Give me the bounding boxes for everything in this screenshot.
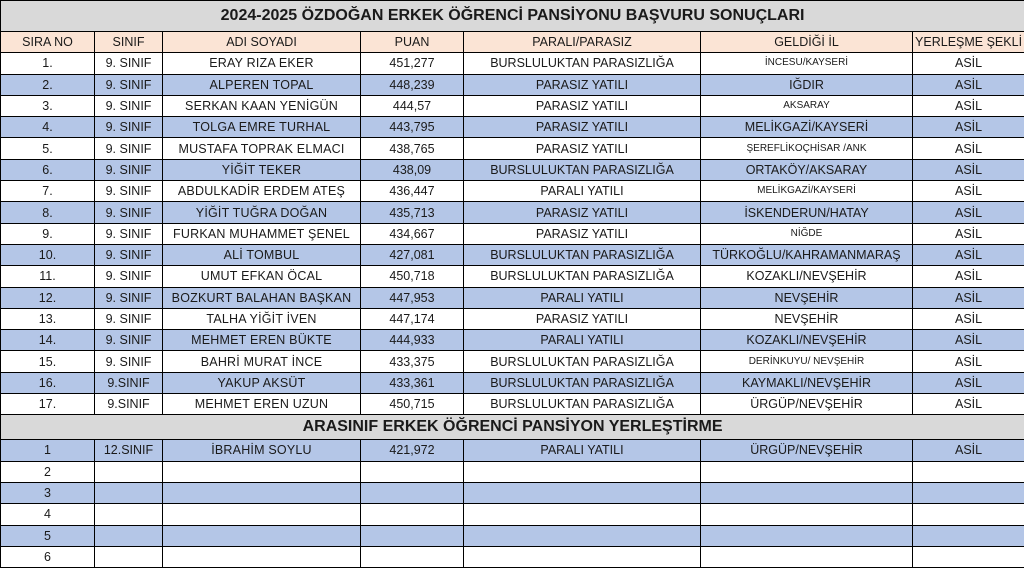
cell-sira-no[interactable]: 5. [1,138,95,159]
cell-geldigi-il[interactable]: ÜRGÜP/NEVŞEHİR [701,440,913,461]
cell-sinif[interactable]: 9. SINIF [95,117,163,138]
cell-sira-no[interactable]: 15. [1,351,95,372]
cell-sinif[interactable] [95,525,163,546]
cell-parali-parasiz[interactable]: PARASIZ YATILI [464,138,701,159]
cell-sinif[interactable]: 12.SINIF [95,440,163,461]
cell-yerlesme-sekli[interactable] [913,482,1024,503]
cell-sinif[interactable]: 9. SINIF [95,138,163,159]
cell-puan[interactable]: 435,713 [361,202,464,223]
cell-yerlesme-sekli[interactable] [913,525,1024,546]
page-title: 2024-2025 ÖZDOĞAN ERKEK ÖĞRENCİ PANSİYONU BAŞVURU SONUÇLARI [1,1,1024,32]
cell-parali-parasiz[interactable]: PARALI YATILI [464,330,701,351]
header-puan: PUAN [361,32,464,53]
table-row [1,351,1024,372]
cell-yerlesme-sekli[interactable]: ASİL [913,244,1024,265]
cell-adi-soyadi[interactable] [163,504,361,525]
cell-sinif[interactable]: 9. SINIF [95,202,163,223]
cell-yerlesme-sekli[interactable]: ASİL [913,159,1024,180]
cell-sinif[interactable]: 9. SINIF [95,53,163,74]
cell-puan[interactable]: 438,09 [361,159,464,180]
table-row [1,117,1024,138]
cell-yerlesme-sekli[interactable]: ASİL [913,138,1024,159]
cell-adi-soyadi[interactable]: BOZKURT BALAHAN BAŞKAN [163,287,361,308]
table-row [1,504,1024,525]
cell-adi-soyadi[interactable]: MEHMET EREN UZUN [163,394,361,415]
cell-puan[interactable]: 444,933 [361,330,464,351]
cell-adi-soyadi[interactable]: ALPEREN TOPAL [163,74,361,95]
table-row [1,138,1024,159]
cell-adi-soyadi[interactable]: SERKAN KAAN YENİGÜN [163,95,361,116]
cell-geldigi-il[interactable]: NEVŞEHİR [701,287,913,308]
table-row [1,159,1024,180]
cell-adi-soyadi[interactable]: MUSTAFA TOPRAK ELMACI [163,138,361,159]
cell-sira-no[interactable]: 1 [1,440,95,461]
header-yerlesme-sekli: YERLEŞME ŞEKLİ [913,32,1024,53]
cell-puan[interactable]: 421,972 [361,440,464,461]
cell-sinif[interactable]: 9.SINIF [95,394,163,415]
cell-puan[interactable]: 447,953 [361,287,464,308]
cell-puan[interactable]: 444,57 [361,95,464,116]
cell-adi-soyadi[interactable]: YİĞİT TEKER [163,159,361,180]
cell-geldigi-il[interactable]: IĞDIR [701,74,913,95]
cell-geldigi-il[interactable]: NİĞDE [701,223,913,244]
cell-yerlesme-sekli[interactable]: ASİL [913,394,1024,415]
header-sinif: SINIF [95,32,163,53]
cell-geldigi-il[interactable]: ÜRGÜP/NEVŞEHİR [701,394,913,415]
cell-parali-parasiz[interactable] [464,525,701,546]
cell-parali-parasiz[interactable]: PARALI YATILI [464,287,701,308]
cell-yerlesme-sekli[interactable]: ASİL [913,202,1024,223]
cell-geldigi-il[interactable]: İSKENDERUN/HATAY [701,202,913,223]
cell-parali-parasiz[interactable] [464,482,701,503]
cell-sinif[interactable]: 9. SINIF [95,287,163,308]
cell-puan[interactable]: 451,277 [361,53,464,74]
cell-puan[interactable] [361,482,464,503]
cell-adi-soyadi[interactable]: BAHRİ MURAT İNCE [163,351,361,372]
cell-geldigi-il[interactable]: KOZAKLI/NEVŞEHİR [701,266,913,287]
cell-sira-no[interactable]: 3. [1,95,95,116]
cell-geldigi-il[interactable] [701,504,913,525]
cell-puan[interactable]: 427,081 [361,244,464,265]
cell-parali-parasiz[interactable]: PARALI YATILI [464,181,701,202]
cell-geldigi-il[interactable]: MELİKGAZİ/KAYSERİ [701,117,913,138]
cell-sira-no[interactable]: 6 [1,546,95,567]
cell-sira-no[interactable]: 10. [1,244,95,265]
table-row [1,266,1024,287]
cell-sira-no[interactable]: 4 [1,504,95,525]
table-row [1,372,1024,393]
table-row [1,330,1024,351]
cell-sira-no[interactable]: 16. [1,372,95,393]
cell-sinif[interactable] [95,504,163,525]
table-row [1,95,1024,116]
cell-yerlesme-sekli[interactable]: ASİL [913,330,1024,351]
cell-parali-parasiz[interactable]: PARASIZ YATILI [464,74,701,95]
cell-adi-soyadi[interactable]: TALHA YİĞİT İVEN [163,308,361,329]
cell-sinif[interactable]: 9.SINIF [95,372,163,393]
cell-geldigi-il[interactable] [701,461,913,482]
cell-puan[interactable]: 433,375 [361,351,464,372]
cell-adi-soyadi[interactable]: TOLGA EMRE TURHAL [163,117,361,138]
cell-yerlesme-sekli[interactable] [913,461,1024,482]
cell-yerlesme-sekli[interactable]: ASİL [913,117,1024,138]
cell-sira-no[interactable]: 1. [1,53,95,74]
table-row [1,74,1024,95]
table-row [1,308,1024,329]
cell-geldigi-il[interactable]: DERİNKUYU/ NEVŞEHİR [701,351,913,372]
cell-sira-no[interactable]: 2 [1,461,95,482]
cell-yerlesme-sekli[interactable]: ASİL [913,266,1024,287]
cell-puan[interactable]: 436,447 [361,181,464,202]
cell-sinif[interactable]: 9. SINIF [95,74,163,95]
cell-yerlesme-sekli[interactable]: ASİL [913,440,1024,461]
cell-adi-soyadi[interactable]: ABDULKADİR ERDEM ATEŞ [163,181,361,202]
cell-parali-parasiz[interactable]: PARASIZ YATILI [464,117,701,138]
cell-puan[interactable] [361,525,464,546]
cell-yerlesme-sekli[interactable]: ASİL [913,53,1024,74]
cell-geldigi-il[interactable]: NEVŞEHİR [701,308,913,329]
cell-sira-no[interactable]: 7. [1,181,95,202]
cell-geldigi-il[interactable]: ORTAKÖY/AKSARAY [701,159,913,180]
cell-sira-no[interactable]: 8. [1,202,95,223]
cell-sinif[interactable]: 9. SINIF [95,95,163,116]
cell-adi-soyadi[interactable]: ERAY RIZA EKER [163,53,361,74]
cell-geldigi-il[interactable]: AKSARAY [701,95,913,116]
cell-yerlesme-sekli[interactable]: ASİL [913,181,1024,202]
cell-geldigi-il[interactable]: KAYMAKLI/NEVŞEHİR [701,372,913,393]
table-row [1,394,1024,415]
header-parali-parasiz: PARALI/PARASIZ [464,32,701,53]
cell-parali-parasiz[interactable] [464,546,701,567]
cell-adi-soyadi[interactable] [163,546,361,567]
header-adi-soyadi: ADI SOYADI [163,32,361,53]
cell-parali-parasiz[interactable]: BURSLULUKTAN PARASIZLIĞA [464,394,701,415]
cell-yerlesme-sekli[interactable]: ASİL [913,351,1024,372]
cell-yerlesme-sekli[interactable]: ASİL [913,74,1024,95]
cell-parali-parasiz[interactable]: BURSLULUKTAN PARASIZLIĞA [464,53,701,74]
cell-adi-soyadi[interactable] [163,461,361,482]
cell-parali-parasiz[interactable]: BURSLULUKTAN PARASIZLIĞA [464,159,701,180]
cell-geldigi-il[interactable] [701,482,913,503]
cell-parali-parasiz[interactable]: PARASIZ YATILI [464,308,701,329]
cell-adi-soyadi[interactable]: FURKAN MUHAMMET ŞENEL [163,223,361,244]
cell-parali-parasiz[interactable]: PARALI YATILI [464,440,701,461]
table-row [1,482,1024,503]
cell-puan[interactable]: 448,239 [361,74,464,95]
cell-sira-no[interactable]: 2. [1,74,95,95]
cell-sira-no[interactable]: 6. [1,159,95,180]
cell-sira-no[interactable]: 12. [1,287,95,308]
header-geldigi-il: GELDİĞİ İL [701,32,913,53]
table-row [1,202,1024,223]
cell-adi-soyadi[interactable]: YAKUP AKSÜT [163,372,361,393]
table-row [1,53,1024,74]
table-row [1,546,1024,567]
cell-adi-soyadi[interactable]: UMUT EFKAN ÖCAL [163,266,361,287]
cell-yerlesme-sekli[interactable] [913,546,1024,567]
cell-geldigi-il[interactable]: KOZAKLI/NEVŞEHİR [701,330,913,351]
cell-yerlesme-sekli[interactable]: ASİL [913,308,1024,329]
cell-sinif[interactable]: 9. SINIF [95,244,163,265]
section-title-row [1,415,1024,440]
table-row [1,181,1024,202]
cell-yerlesme-sekli[interactable]: ASİL [913,372,1024,393]
cell-geldigi-il[interactable] [701,546,913,567]
table-row [1,440,1024,461]
cell-geldigi-il[interactable]: TÜRKOĞLU/KAHRAMANMARAŞ [701,244,913,265]
cell-sinif[interactable]: 9. SINIF [95,266,163,287]
cell-sinif[interactable]: 9. SINIF [95,181,163,202]
cell-puan[interactable]: 450,718 [361,266,464,287]
cell-sinif[interactable] [95,461,163,482]
cell-sinif[interactable]: 9. SINIF [95,330,163,351]
section-title: ARASINIF ERKEK ÖĞRENCİ PANSİYON YERLEŞTİRME [1,415,1024,440]
cell-parali-parasiz[interactable]: BURSLULUKTAN PARASIZLIĞA [464,372,701,393]
table-row [1,244,1024,265]
cell-geldigi-il[interactable] [701,525,913,546]
cell-puan[interactable] [361,461,464,482]
cell-parali-parasiz[interactable] [464,461,701,482]
cell-yerlesme-sekli[interactable]: ASİL [913,95,1024,116]
cell-adi-soyadi[interactable] [163,482,361,503]
cell-parali-parasiz[interactable]: PARASIZ YATILI [464,223,701,244]
cell-yerlesme-sekli[interactable] [913,504,1024,525]
cell-geldigi-il[interactable]: ŞEREFLİKOÇHİSAR /ANK [701,138,913,159]
cell-geldigi-il[interactable]: İNCESU/KAYSERİ [701,53,913,74]
cell-sira-no[interactable]: 14. [1,330,95,351]
cell-puan[interactable]: 434,667 [361,223,464,244]
cell-puan[interactable] [361,504,464,525]
cell-adi-soyadi[interactable]: İBRAHİM SOYLU [163,440,361,461]
cell-parali-parasiz[interactable]: PARASIZ YATILI [464,202,701,223]
cell-yerlesme-sekli[interactable]: ASİL [913,223,1024,244]
cell-sinif[interactable]: 9. SINIF [95,351,163,372]
cell-puan[interactable]: 450,715 [361,394,464,415]
header-row [1,32,1024,53]
cell-sinif[interactable] [95,546,163,567]
cell-sinif[interactable]: 9. SINIF [95,159,163,180]
cell-geldigi-il[interactable]: MELİKGAZİ/KAYSERİ [701,181,913,202]
table-row [1,525,1024,546]
cell-adi-soyadi[interactable]: ALİ TOMBUL [163,244,361,265]
table-row [1,461,1024,482]
cell-adi-soyadi[interactable] [163,525,361,546]
cell-yerlesme-sekli[interactable]: ASİL [913,287,1024,308]
header-sira-no: SIRA NO [1,32,95,53]
cell-parali-parasiz[interactable]: BURSLULUKTAN PARASIZLIĞA [464,244,701,265]
title-row [1,1,1024,32]
cell-sinif[interactable]: 9. SINIF [95,308,163,329]
cell-puan[interactable]: 438,765 [361,138,464,159]
cell-puan[interactable]: 443,795 [361,117,464,138]
cell-sira-no[interactable]: 17. [1,394,95,415]
cell-sira-no[interactable]: 5 [1,525,95,546]
cell-parali-parasiz[interactable]: BURSLULUKTAN PARASIZLIĞA [464,266,701,287]
cell-sinif[interactable] [95,482,163,503]
cell-parali-parasiz[interactable]: PARASIZ YATILI [464,95,701,116]
table-row [1,287,1024,308]
table-row [1,223,1024,244]
cell-puan[interactable]: 433,361 [361,372,464,393]
cell-sinif[interactable]: 9. SINIF [95,223,163,244]
cell-sira-no[interactable]: 11. [1,266,95,287]
cell-sira-no[interactable]: 3 [1,482,95,503]
cell-sira-no[interactable]: 13. [1,308,95,329]
cell-sira-no[interactable]: 9. [1,223,95,244]
cell-adi-soyadi[interactable]: YİĞİT TUĞRA DOĞAN [163,202,361,223]
cell-parali-parasiz[interactable]: BURSLULUKTAN PARASIZLIĞA [464,351,701,372]
cell-puan[interactable]: 447,174 [361,308,464,329]
cell-parali-parasiz[interactable] [464,504,701,525]
cell-adi-soyadi[interactable]: MEHMET EREN BÜKTE [163,330,361,351]
cell-sira-no[interactable]: 4. [1,117,95,138]
cell-puan[interactable] [361,546,464,567]
